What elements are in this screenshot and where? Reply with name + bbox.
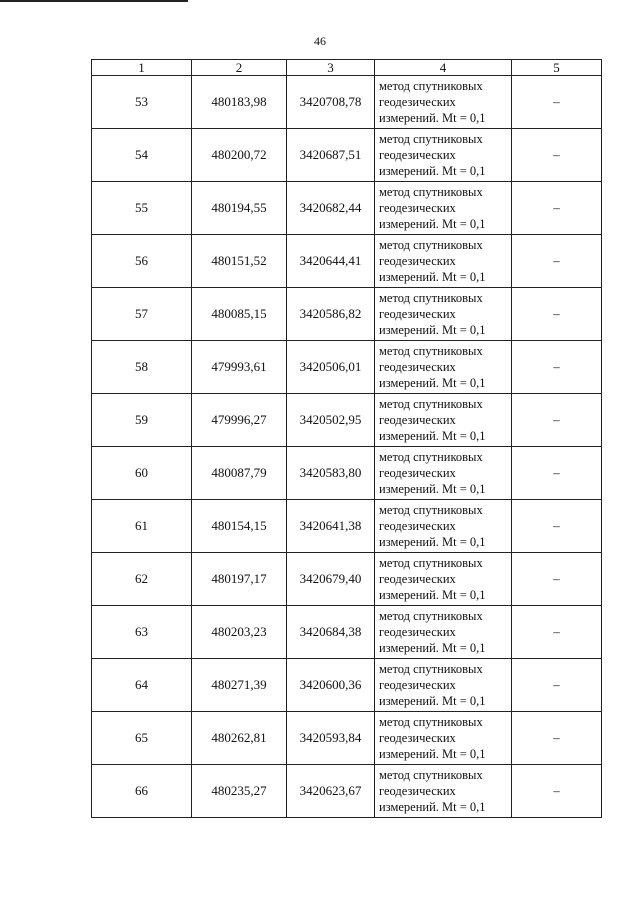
note-cell: – — [512, 712, 602, 765]
point-number-cell: 63 — [92, 606, 192, 659]
method-line: измерений. Mt = 0,1 — [379, 800, 486, 814]
y-coordinate-cell: 3420583,80 — [287, 447, 375, 500]
table-row — [92, 235, 602, 288]
x-coordinate-cell: 480235,27 — [192, 765, 287, 818]
method-line: геодезических — [379, 572, 456, 586]
table-row — [92, 659, 602, 712]
table-row — [92, 500, 602, 553]
table-body — [92, 76, 602, 818]
table-row — [92, 712, 602, 765]
note-cell: – — [512, 341, 602, 394]
table-row — [92, 447, 602, 500]
method-line: геодезических — [379, 148, 456, 162]
table-row — [92, 765, 602, 818]
method-line: измерений. Mt = 0,1 — [379, 641, 486, 655]
table-row — [92, 288, 602, 341]
method-line: метод спутниковых — [379, 768, 483, 782]
method-line: измерений. Mt = 0,1 — [379, 588, 486, 602]
y-coordinate-cell: 3420593,84 — [287, 712, 375, 765]
y-coordinate-cell: 3420687,51 — [287, 129, 375, 182]
table-row — [92, 394, 602, 447]
y-coordinate-cell: 3420708,78 — [287, 76, 375, 129]
method-line: геодезических — [379, 466, 456, 480]
x-coordinate-cell: 480154,15 — [192, 500, 287, 553]
method-cell — [375, 500, 512, 553]
note-cell: – — [512, 765, 602, 818]
method-line: измерений. Mt = 0,1 — [379, 323, 486, 337]
table-row — [92, 341, 602, 394]
method-line: геодезических — [379, 413, 456, 427]
method-line: метод спутниковых — [379, 450, 483, 464]
method-line: метод спутниковых — [379, 503, 483, 517]
x-coordinate-cell: 480271,39 — [192, 659, 287, 712]
method-line: геодезических — [379, 731, 456, 745]
method-line: геодезических — [379, 784, 456, 798]
point-number-cell: 66 — [92, 765, 192, 818]
method-line: метод спутниковых — [379, 238, 483, 252]
method-line: геодезических — [379, 254, 456, 268]
y-coordinate-cell: 3420586,82 — [287, 288, 375, 341]
note-cell: – — [512, 288, 602, 341]
top-rule — [0, 0, 188, 2]
x-coordinate-cell: 480151,52 — [192, 235, 287, 288]
y-coordinate-cell: 3420600,36 — [287, 659, 375, 712]
method-line: измерений. Mt = 0,1 — [379, 270, 486, 284]
method-line: метод спутниковых — [379, 132, 483, 146]
x-coordinate-cell: 480200,72 — [192, 129, 287, 182]
note-cell: – — [512, 129, 602, 182]
table-header-row — [92, 60, 602, 76]
method-cell — [375, 129, 512, 182]
note-cell: – — [512, 606, 602, 659]
coordinates-table — [91, 59, 602, 818]
method-line: геодезических — [379, 678, 456, 692]
method-line: метод спутниковых — [379, 291, 483, 305]
page-number: 46 — [314, 34, 326, 48]
method-line: метод спутниковых — [379, 185, 483, 199]
note-cell: – — [512, 394, 602, 447]
point-number-cell: 55 — [92, 182, 192, 235]
method-line: геодезических — [379, 625, 456, 639]
method-cell — [375, 765, 512, 818]
note-cell: – — [512, 235, 602, 288]
method-line: геодезических — [379, 519, 456, 533]
y-coordinate-cell: 3420682,44 — [287, 182, 375, 235]
method-line: геодезических — [379, 201, 456, 215]
y-coordinate-cell: 3420641,38 — [287, 500, 375, 553]
method-cell — [375, 235, 512, 288]
method-cell — [375, 76, 512, 129]
method-line: измерений. Mt = 0,1 — [379, 482, 486, 496]
method-line: измерений. Mt = 0,1 — [379, 111, 486, 125]
method-cell — [375, 606, 512, 659]
method-line: метод спутниковых — [379, 344, 483, 358]
method-line: геодезических — [379, 360, 456, 374]
point-number-cell: 58 — [92, 341, 192, 394]
x-coordinate-cell: 480262,81 — [192, 712, 287, 765]
note-cell: – — [512, 76, 602, 129]
method-line: измерений. Mt = 0,1 — [379, 535, 486, 549]
table-row — [92, 553, 602, 606]
header-col-5: 5 — [512, 60, 602, 76]
method-cell — [375, 659, 512, 712]
point-number-cell: 65 — [92, 712, 192, 765]
x-coordinate-cell: 479993,61 — [192, 341, 287, 394]
method-cell — [375, 447, 512, 500]
x-coordinate-cell: 480203,23 — [192, 606, 287, 659]
point-number-cell: 62 — [92, 553, 192, 606]
y-coordinate-cell: 3420506,01 — [287, 341, 375, 394]
point-number-cell: 61 — [92, 500, 192, 553]
point-number-cell: 53 — [92, 76, 192, 129]
method-line: измерений. Mt = 0,1 — [379, 429, 486, 443]
method-line: метод спутниковых — [379, 662, 483, 676]
point-number-cell: 57 — [92, 288, 192, 341]
table-row — [92, 76, 602, 129]
method-line: измерений. Mt = 0,1 — [379, 694, 486, 708]
method-line: метод спутниковых — [379, 556, 483, 570]
method-line: измерений. Mt = 0,1 — [379, 376, 486, 390]
point-number-cell: 64 — [92, 659, 192, 712]
method-line: геодезических — [379, 95, 456, 109]
point-number-cell: 59 — [92, 394, 192, 447]
x-coordinate-cell: 480085,15 — [192, 288, 287, 341]
method-line: метод спутниковых — [379, 715, 483, 729]
header-col-1: 1 — [92, 60, 192, 76]
method-line: измерений. Mt = 0,1 — [379, 217, 486, 231]
x-coordinate-cell: 479996,27 — [192, 394, 287, 447]
y-coordinate-cell: 3420623,67 — [287, 765, 375, 818]
table-row — [92, 129, 602, 182]
header-col-2: 2 — [192, 60, 287, 76]
point-number-cell: 56 — [92, 235, 192, 288]
method-line: метод спутниковых — [379, 79, 483, 93]
table-row — [92, 606, 602, 659]
x-coordinate-cell: 480194,55 — [192, 182, 287, 235]
point-number-cell: 60 — [92, 447, 192, 500]
method-cell — [375, 288, 512, 341]
method-cell — [375, 553, 512, 606]
method-cell — [375, 712, 512, 765]
x-coordinate-cell: 480087,79 — [192, 447, 287, 500]
y-coordinate-cell: 3420644,41 — [287, 235, 375, 288]
note-cell: – — [512, 447, 602, 500]
note-cell: – — [512, 553, 602, 606]
note-cell: – — [512, 500, 602, 553]
y-coordinate-cell: 3420679,40 — [287, 553, 375, 606]
y-coordinate-cell: 3420684,38 — [287, 606, 375, 659]
method-cell — [375, 341, 512, 394]
method-line: метод спутниковых — [379, 609, 483, 623]
method-line: геодезических — [379, 307, 456, 321]
header-col-4: 4 — [375, 60, 512, 76]
table-row — [92, 182, 602, 235]
method-cell — [375, 182, 512, 235]
note-cell: – — [512, 659, 602, 712]
x-coordinate-cell: 480197,17 — [192, 553, 287, 606]
method-line: измерений. Mt = 0,1 — [379, 747, 486, 761]
x-coordinate-cell: 480183,98 — [192, 76, 287, 129]
header-col-3: 3 — [287, 60, 375, 76]
method-line: измерений. Mt = 0,1 — [379, 164, 486, 178]
method-cell — [375, 394, 512, 447]
point-number-cell: 54 — [92, 129, 192, 182]
y-coordinate-cell: 3420502,95 — [287, 394, 375, 447]
method-line: метод спутниковых — [379, 397, 483, 411]
note-cell: – — [512, 182, 602, 235]
